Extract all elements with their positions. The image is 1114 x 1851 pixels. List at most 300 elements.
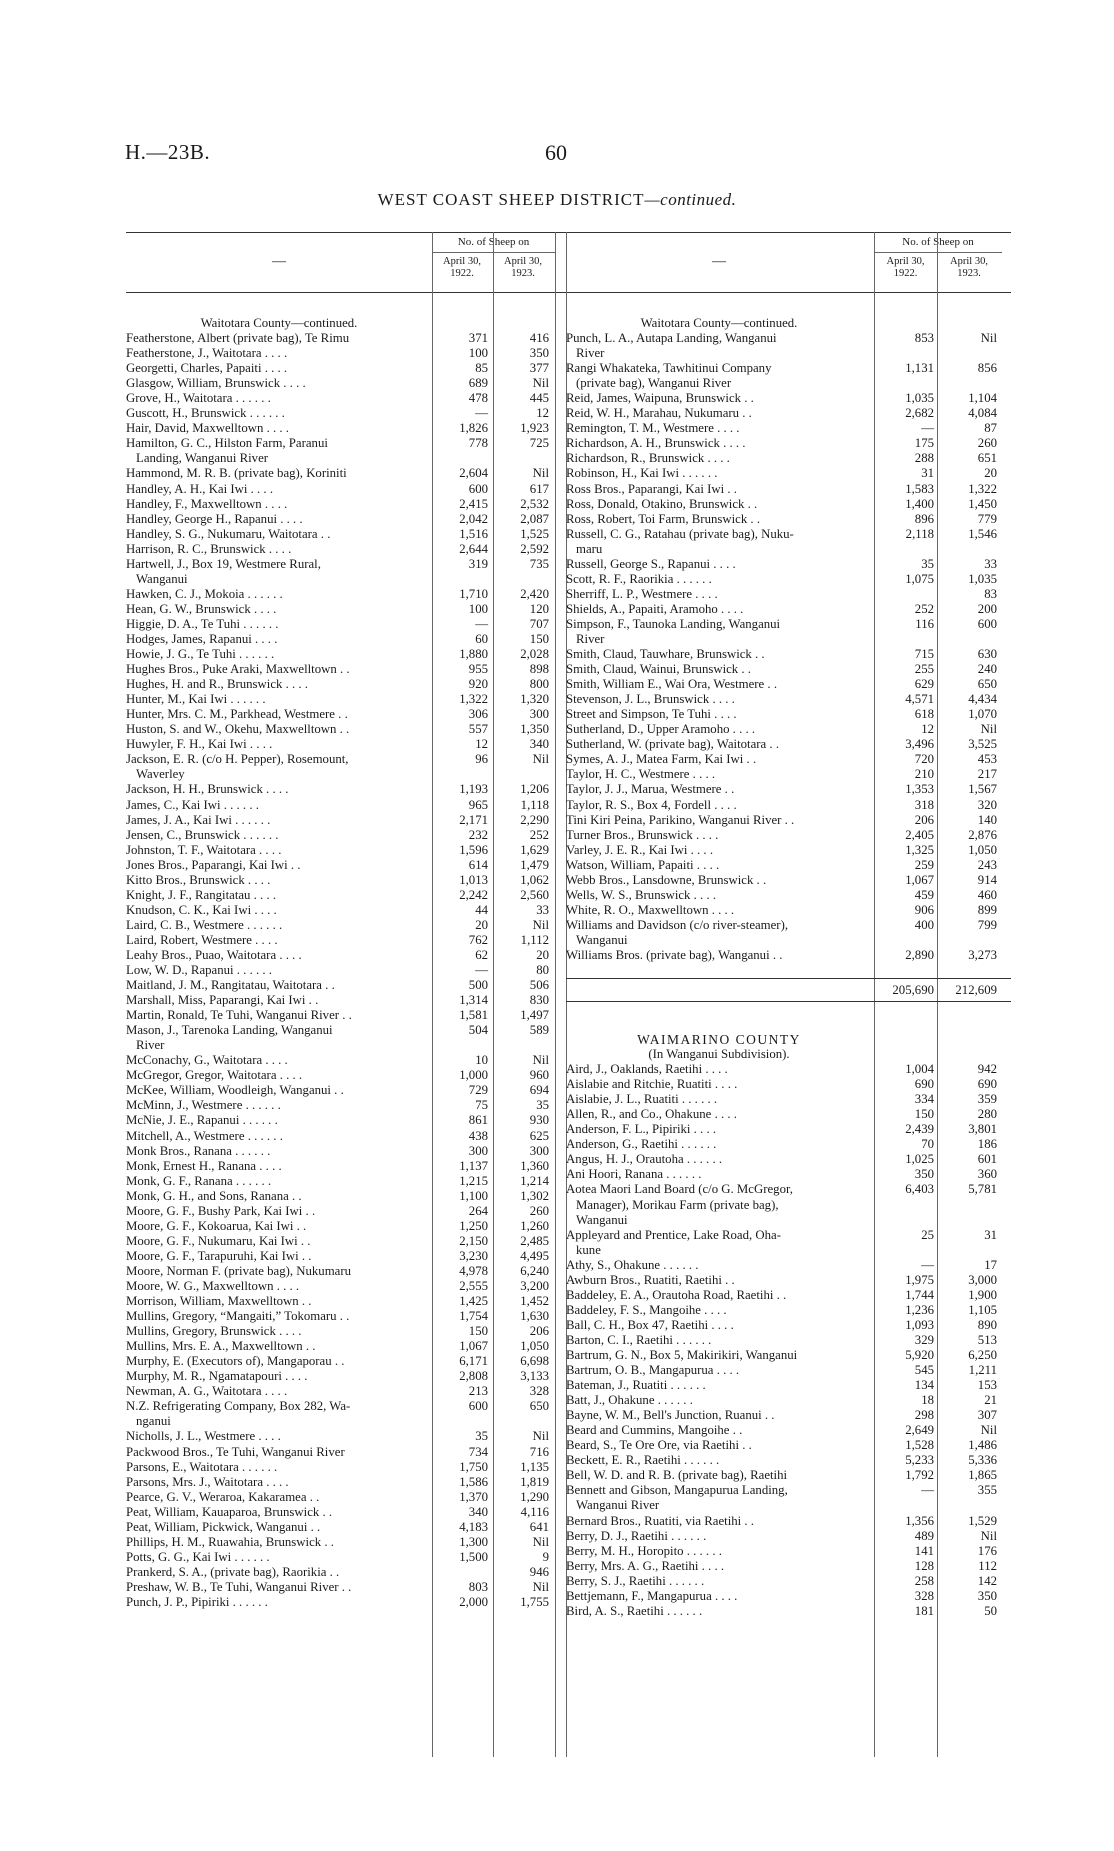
sheep-1922: 1,067: [905, 872, 934, 887]
owner-name: Handley, A. H., Kai Iwi . . . .: [126, 481, 274, 496]
table-row: [566, 752, 1011, 767]
table-row: [126, 707, 566, 722]
sheep-1922: 1,596: [459, 842, 488, 857]
owner-name: Manager), Morikau Farm (private bag),: [576, 1197, 779, 1212]
owner-name: Newman, A. G., Waitotara . . . .: [126, 1384, 288, 1399]
sheep-1922: 1,035: [905, 391, 934, 406]
sheep-1923: 206: [529, 1324, 549, 1339]
table-row: [126, 1204, 566, 1219]
owner-name: Baddeley, E. A., Orautoha Road, Raetihi . .: [566, 1287, 787, 1302]
sheep-1922: 1,193: [459, 782, 488, 797]
owner-name: Sutherland, D., Upper Aramoho . . . .: [566, 722, 756, 737]
owner-name: Baddeley, F. S., Mangoihe . . . .: [566, 1302, 727, 1317]
sheep-1922: 259: [914, 857, 934, 872]
header-1922: April 30, 1922.: [886, 256, 925, 279]
sheep-1922: 734: [468, 1444, 488, 1459]
owner-name: Monk, G. F., Ranana . . . . . .: [126, 1173, 272, 1188]
owner-name: Murphy, M. R., Ngamatapouri . . . .: [126, 1369, 308, 1384]
table-row: [126, 903, 566, 918]
sheep-1922: 2,808: [459, 1369, 488, 1384]
table-row: [126, 918, 566, 933]
owner-name: Angus, H. J., Orautoha . . . . . .: [566, 1152, 723, 1167]
sheep-1923: 735: [529, 556, 549, 571]
table-row: [566, 903, 1011, 918]
owner-name: Prankerd, S. A., (private bag), Raorikia . .: [126, 1564, 340, 1579]
owner-name: Harrison, R. C., Brunswick . . . .: [126, 541, 292, 556]
sheep-1922: 400: [914, 917, 934, 932]
sheep-1922: 1,528: [905, 1438, 934, 1453]
sheep-1923: 1,452: [520, 1294, 549, 1309]
table-row: [566, 767, 1011, 782]
table-row: [566, 1122, 1011, 1137]
sheep-1923: 630: [977, 647, 997, 662]
name-column-header: —: [272, 254, 286, 269]
owner-name: Smith, Claud, Tauwhare, Brunswick . .: [566, 647, 765, 662]
sheep-1923: 694: [529, 1083, 549, 1098]
table-row: [566, 1604, 1011, 1619]
table-row: [566, 482, 1011, 497]
owner-name: Aislabie and Ritchie, Ruatiti . . . .: [566, 1077, 738, 1092]
section-heading: [566, 1047, 1011, 1062]
table-row: [566, 677, 1011, 692]
owner-name: Wanganui River: [576, 1498, 660, 1513]
table-row: [126, 873, 566, 888]
sheep-1922: 1,880: [459, 647, 488, 662]
sheep-1922: 2,405: [905, 827, 934, 842]
sheep-1923: 1,322: [968, 481, 997, 496]
left-rows: [126, 316, 566, 1610]
sheep-1922: 5,233: [905, 1453, 934, 1468]
owner-name: kune: [576, 1242, 601, 1257]
sheep-count-header: No. of Sheep on: [902, 236, 974, 248]
table-row: [126, 813, 566, 828]
table-row: [126, 843, 566, 858]
sheep-1922: 3,496: [905, 737, 934, 752]
table-row: [566, 391, 1011, 406]
sheep-1923: 650: [529, 1399, 549, 1414]
sheep-1922: —: [921, 1257, 934, 1272]
owner-name: Kitto Bros., Brunswick . . . .: [126, 872, 271, 887]
sheep-1922: 31: [921, 466, 934, 481]
sheep-1922: 778: [468, 436, 488, 451]
sheep-1922: 12: [921, 722, 934, 737]
sheep-1922: 2,890: [905, 947, 934, 962]
sheep-1923: 460: [977, 887, 997, 902]
sheep-1922: 689: [468, 376, 488, 391]
owner-name: Jensen, C., Brunswick . . . . . .: [126, 827, 279, 842]
sheep-1922: 459: [914, 887, 934, 902]
owner-name: Packwood Bros., Te Tuhi, Wanganui River: [126, 1444, 345, 1459]
table-row: [126, 1083, 566, 1098]
table-row: [566, 632, 1011, 647]
header-1923: April 30, 1923.: [504, 256, 542, 279]
table-row: [126, 1384, 566, 1399]
table-row: [126, 1580, 566, 1595]
table-row: [566, 1167, 1011, 1182]
owner-name: Hughes Bros., Puke Araki, Maxwelltown . .: [126, 662, 350, 677]
owner-name: Hammond, M. R. B. (private bag), Koriniti: [126, 466, 347, 481]
sheep-1923: 1,486: [968, 1438, 997, 1453]
sheep-1922: 1,325: [905, 842, 934, 857]
sheep-1922: 557: [468, 722, 488, 737]
table-row: [566, 1137, 1011, 1152]
table-row: [566, 1378, 1011, 1393]
sheep-1923: 600: [977, 616, 997, 631]
sheep-1922: 729: [468, 1083, 488, 1098]
owner-name: Williams and Davidson (c/o river-steamer),: [566, 917, 789, 932]
sheep-1922: 328: [914, 1588, 934, 1603]
owner-name: Mullins, Gregory, Brunswick . . . .: [126, 1324, 302, 1339]
sheep-1922: 1,000: [459, 1068, 488, 1083]
owner-name: Hughes, H. and R., Brunswick . . . .: [126, 677, 308, 692]
table-row: [566, 1348, 1011, 1363]
sheep-1923: 142: [977, 1573, 997, 1588]
table-row: [566, 1182, 1011, 1197]
sheep-1922: 75: [475, 1098, 488, 1113]
sheep-1923: 153: [977, 1378, 997, 1393]
sheep-1922: 2,439: [905, 1122, 934, 1137]
sheep-1923: 445: [529, 391, 549, 406]
sheep-1922: —: [475, 616, 488, 631]
owner-name: Rangi Whakateka, Tawhitinui Company: [566, 361, 772, 376]
owner-name: Moore, G. F., Nukumaru, Kai Iwi . .: [126, 1233, 311, 1248]
sheep-1922: 300: [468, 1143, 488, 1158]
owner-name: Ross, Robert, Toi Farm, Brunswick . .: [566, 511, 761, 526]
header-divider: [874, 252, 1002, 253]
table-row: [566, 617, 1011, 632]
owner-name: Glasgow, William, Brunswick . . . .: [126, 376, 306, 391]
owner-name: maru: [576, 541, 603, 556]
sheep-1922: 334: [914, 1092, 934, 1107]
table-row: [566, 1213, 1011, 1228]
table-row: [126, 1535, 566, 1550]
sheep-1922: 2,118: [905, 526, 934, 541]
table-row: [126, 1505, 566, 1520]
owner-name: Beard and Cummins, Mangoihe . .: [566, 1423, 743, 1438]
owner-name: nganui: [136, 1414, 171, 1429]
table-row: [126, 647, 566, 662]
sheep-1923: 50: [984, 1603, 997, 1618]
sheep-1922: 1,137: [459, 1158, 488, 1173]
sheep-1923: 21: [984, 1393, 997, 1408]
table-row: [566, 1198, 1011, 1213]
sheep-1922: 504: [468, 1023, 488, 1038]
table-row: [126, 692, 566, 707]
sheep-1923: 2,876: [968, 827, 997, 842]
table-row: [566, 512, 1011, 527]
sheep-1923: 80: [536, 963, 549, 978]
table-row: [126, 542, 566, 557]
table-row: [126, 1249, 566, 1264]
owner-name: Waverley: [136, 767, 185, 782]
sheep-1922: 205,690: [892, 983, 934, 998]
sheep-1922: 1,826: [459, 421, 488, 436]
sheep-1923: Nil: [532, 1579, 549, 1594]
sheep-1923: 2,592: [520, 541, 549, 556]
sheep-1922: 175: [914, 436, 934, 451]
owner-name: Taylor, J. J., Marua, Westmere . .: [566, 782, 735, 797]
owner-name: Moore, G. F., Tarapuruhi, Kai Iwi . .: [126, 1248, 312, 1263]
sheep-1923: 641: [529, 1519, 549, 1534]
sheep-1922: 762: [468, 932, 488, 947]
sheep-1922: 489: [914, 1528, 934, 1543]
sheep-1923: 707: [529, 616, 549, 631]
sheep-1923: 340: [529, 737, 549, 752]
sheep-1922: 6,171: [459, 1354, 488, 1369]
owner-name: Stevenson, J. L., Brunswick . . . .: [566, 692, 735, 707]
table-row: [566, 813, 1011, 828]
sheep-1922: 618: [914, 707, 934, 722]
row-spacer: [566, 1017, 1011, 1032]
sheep-1922: 4,571: [905, 692, 934, 707]
owner-name: Berry, S. J., Raetihi . . . . . .: [566, 1573, 705, 1588]
table-row: [126, 662, 566, 677]
sheep-1922: 1,370: [459, 1489, 488, 1504]
owner-name: Awburn Bros., Ruatiti, Raetihi . .: [566, 1272, 735, 1287]
sheep-1922: 478: [468, 391, 488, 406]
table-row: [566, 828, 1011, 843]
table-row: [126, 948, 566, 963]
owner-name: Moore, G. F., Bushy Park, Kai Iwi . .: [126, 1203, 316, 1218]
owner-name: Parsons, Mrs. J., Waitotara . . . .: [126, 1474, 289, 1489]
owner-name: Berry, M. H., Horopito . . . . . .: [566, 1543, 722, 1558]
sheep-1923: Nil: [532, 466, 549, 481]
table-row: [126, 1354, 566, 1369]
sheep-1923: 1,900: [968, 1287, 997, 1302]
sheep-1923: 2,420: [520, 586, 549, 601]
table-row: [566, 421, 1011, 436]
sheep-1923: 140: [977, 812, 997, 827]
sheep-1922: 70: [921, 1137, 934, 1152]
owner-name: Punch, J. P., Pipiriki . . . . . .: [126, 1594, 268, 1609]
table-row: [566, 1303, 1011, 1318]
sheep-1923: 1,214: [520, 1173, 549, 1188]
sheep-1923: Nil: [532, 1429, 549, 1444]
owner-name: Monk, Ernest H., Ranana . . . .: [126, 1158, 282, 1173]
sheep-1923: 1,302: [520, 1188, 549, 1203]
sheep-1922: —: [921, 421, 934, 436]
table-row: [126, 1475, 566, 1490]
sheep-1922: 2,242: [459, 887, 488, 902]
name-column-header: —: [712, 254, 726, 269]
owner-name: River: [576, 346, 605, 361]
sheep-1922: 232: [468, 827, 488, 842]
sheep-1923: 6,240: [520, 1263, 549, 1278]
owner-name: Bird, A. S., Raetihi . . . . . .: [566, 1603, 703, 1618]
sheep-1923: 601: [977, 1152, 997, 1167]
sheep-1923: 2,532: [520, 496, 549, 511]
table-row: [566, 692, 1011, 707]
sheep-1923: 17: [984, 1257, 997, 1272]
owner-name: Smith, Claud, Wainui, Brunswick . .: [566, 662, 751, 677]
sheep-1922: 2,555: [459, 1279, 488, 1293]
table-row: [566, 737, 1011, 752]
sheep-1923: 589: [529, 1023, 549, 1038]
left-table: [126, 232, 566, 1757]
sheep-1923: 5,336: [968, 1453, 997, 1468]
table-row: [126, 331, 566, 346]
owner-name: Taylor, H. C., Westmere . . . .: [566, 767, 716, 782]
table-row: [126, 436, 566, 451]
sheep-1922: 2,150: [459, 1233, 488, 1248]
sheep-1923: 1,320: [520, 692, 549, 707]
sheep-1923: 243: [977, 857, 997, 872]
table-row: [566, 1288, 1011, 1303]
owner-name: Bartrum, O. B., Mangapurua . . . .: [566, 1363, 740, 1378]
sheep-1922: 906: [914, 902, 934, 917]
owner-name: Athy, S., Ohakune . . . . . .: [566, 1257, 699, 1272]
owner-name: Reid, James, Waipuna, Brunswick . .: [566, 391, 754, 406]
owner-name: Aotea Maori Land Board (c/o G. McGregor,: [566, 1182, 793, 1197]
owner-name: McNie, J. E., Rapanui . . . . . .: [126, 1113, 278, 1128]
owner-name: WAIMARINO COUNTY: [637, 1032, 801, 1048]
owner-name: Hartwell, J., Box 19, Westmere Rural,: [126, 556, 321, 571]
header-1922: April 30, 1922.: [443, 256, 481, 279]
sheep-1923: 20: [536, 947, 549, 962]
sheep-1922: 1,314: [459, 993, 488, 1008]
sheep-1923: 3,801: [968, 1122, 997, 1137]
sheep-1922: 116: [915, 616, 934, 631]
table-row: [126, 993, 566, 1008]
table-row: [126, 888, 566, 903]
table-row: [566, 798, 1011, 813]
table-row: [566, 1514, 1011, 1529]
owner-name: Featherstone, Albert (private bag), Te Rimu: [126, 331, 350, 346]
table-row: [126, 527, 566, 542]
sheep-1923: 1,290: [520, 1489, 549, 1504]
sheep-1923: 1,529: [968, 1513, 997, 1528]
table-row: [566, 843, 1011, 858]
owner-name: Maitland, J. M., Rangitatau, Waitotara . .: [126, 978, 335, 993]
row-spacer: [566, 963, 1011, 978]
table-row: [566, 376, 1011, 391]
owner-name: Richardson, R., Brunswick . . . .: [566, 451, 730, 466]
table-row: [126, 1264, 566, 1279]
owner-name: Jackson, E. R. (c/o H. Pepper), Rosemount,: [126, 752, 349, 767]
sheep-1922: 1,025: [905, 1152, 934, 1167]
table-row: [126, 1144, 566, 1159]
sheep-1922: 614: [468, 857, 488, 872]
owner-name: Beckett, E. R., Raetihi . . . . . .: [566, 1453, 720, 1468]
sheep-1923: 260: [977, 436, 997, 451]
sheep-1923: 2,560: [520, 887, 549, 902]
sheep-1922: 2,644: [459, 541, 488, 556]
sheep-1923: 416: [529, 331, 549, 346]
sheep-1923: 350: [529, 346, 549, 361]
sheep-1923: 513: [977, 1332, 997, 1347]
owner-name: Remington, T. M., Westmere . . . .: [566, 421, 740, 436]
sheep-1923: 898: [529, 662, 549, 677]
owner-name: Moore, W. G., Maxwelltown . . . .: [126, 1279, 300, 1293]
owner-name: Anderson, G., Raetihi . . . . . .: [566, 1137, 717, 1152]
table-row: [126, 421, 566, 436]
sheep-1922: 18: [921, 1393, 934, 1408]
sheep-1923: 307: [977, 1408, 997, 1423]
sheep-1923: 1,062: [520, 872, 549, 887]
owner-name: River: [576, 631, 605, 646]
owner-name: (In Wanganui Subdivision).: [648, 1047, 790, 1062]
table-row: [566, 662, 1011, 677]
sheep-1923: 4,116: [520, 1504, 549, 1519]
owner-name: Guscott, H., Brunswick . . . . . .: [126, 406, 285, 421]
owner-name: Potts, G. G., Kai Iwi . . . . . .: [126, 1549, 270, 1564]
sheep-1922: 2,415: [459, 496, 488, 511]
sheep-1922: 306: [468, 707, 488, 722]
row-spacer: [566, 1002, 1011, 1017]
sheep-1923: 1,923: [520, 421, 549, 436]
sheep-1922: 329: [914, 1332, 934, 1347]
table-row: [566, 557, 1011, 572]
owner-name: Monk, G. H., and Sons, Ranana . .: [126, 1188, 302, 1203]
table-row: [566, 1393, 1011, 1408]
owner-name: Preshaw, W. B., Te Tuhi, Wanganui River . .: [126, 1579, 352, 1594]
sheep-1923: 1,211: [968, 1363, 997, 1378]
sheep-1922: 2,171: [459, 812, 488, 827]
owner-name: Laird, Robert, Westmere . . . .: [126, 932, 278, 947]
table-row: [566, 1333, 1011, 1348]
table-row: [126, 1038, 566, 1053]
page-number: 60: [545, 140, 567, 165]
owner-name: Hunter, M., Kai Iwi . . . . . .: [126, 692, 266, 707]
sheep-1922: 60: [475, 631, 488, 646]
owner-name: Hean, G. W., Brunswick . . . .: [126, 601, 277, 616]
table-row: [126, 512, 566, 527]
sheep-1923: 725: [529, 436, 549, 451]
sheep-1923: 650: [977, 677, 997, 692]
table-row: [126, 1445, 566, 1460]
owner-name: Mullins, Gregory, “Mangaiti,” Tokomaru . .: [126, 1309, 350, 1324]
sheep-1923: 1,497: [520, 1008, 549, 1023]
sheep-1922: 1,710: [459, 586, 488, 601]
sheep-1923: 1,567: [968, 782, 997, 797]
table-row: [566, 782, 1011, 797]
sheep-1922: 1,236: [905, 1302, 934, 1317]
sheep-1923: 9: [542, 1549, 549, 1564]
sheep-1923: 5,781: [968, 1182, 997, 1197]
sheep-1923: 690: [977, 1077, 997, 1092]
table-row: [126, 1129, 566, 1144]
sheep-1923: 1,450: [968, 496, 997, 511]
owner-name: Symes, A. J., Matea Farm, Kai Iwi . .: [566, 752, 757, 767]
sheep-1922: 371: [468, 331, 488, 346]
owner-name: Batt, J., Ohakune . . . . . .: [566, 1393, 693, 1408]
table-row: [126, 391, 566, 406]
owner-name: Robinson, H., Kai Iwi . . . . . .: [566, 466, 718, 481]
sheep-1922: 96: [475, 752, 488, 767]
table-row: [566, 406, 1011, 421]
owner-name: Bennett and Gibson, Mangapurua Landing,: [566, 1483, 788, 1498]
sheep-1923: 1,350: [520, 722, 549, 737]
owner-name: Parsons, E., Waitotara . . . . . .: [126, 1459, 278, 1474]
owner-name: Aislabie, J. L., Ruatiti . . . . . .: [566, 1092, 718, 1107]
sheep-1923: 3,133: [520, 1369, 549, 1384]
table-row: [566, 873, 1011, 888]
owner-name: Hamilton, G. C., Hilston Farm, Paranui: [126, 436, 328, 451]
table-row: [566, 1318, 1011, 1333]
owner-name: Moore, Norman F. (private bag), Nukumaru: [126, 1263, 351, 1278]
table-row: [566, 647, 1011, 662]
sheep-1922: 1,754: [459, 1309, 488, 1324]
sheep-1922: 1,750: [459, 1459, 488, 1474]
owner-name: Street and Simpson, Te Tuhi . . . .: [566, 707, 737, 722]
sheep-1922: 3,230: [459, 1248, 488, 1263]
owner-name: Berry, D. J., Raetihi . . . . . .: [566, 1528, 707, 1543]
owner-name: Mullins, Mrs. E. A., Maxwelltown . .: [126, 1339, 316, 1354]
table-row: [126, 1414, 566, 1429]
sheep-1922: 920: [468, 677, 488, 692]
sheep-1923: 1,755: [520, 1594, 549, 1609]
sheep-1922: 62: [475, 947, 488, 962]
